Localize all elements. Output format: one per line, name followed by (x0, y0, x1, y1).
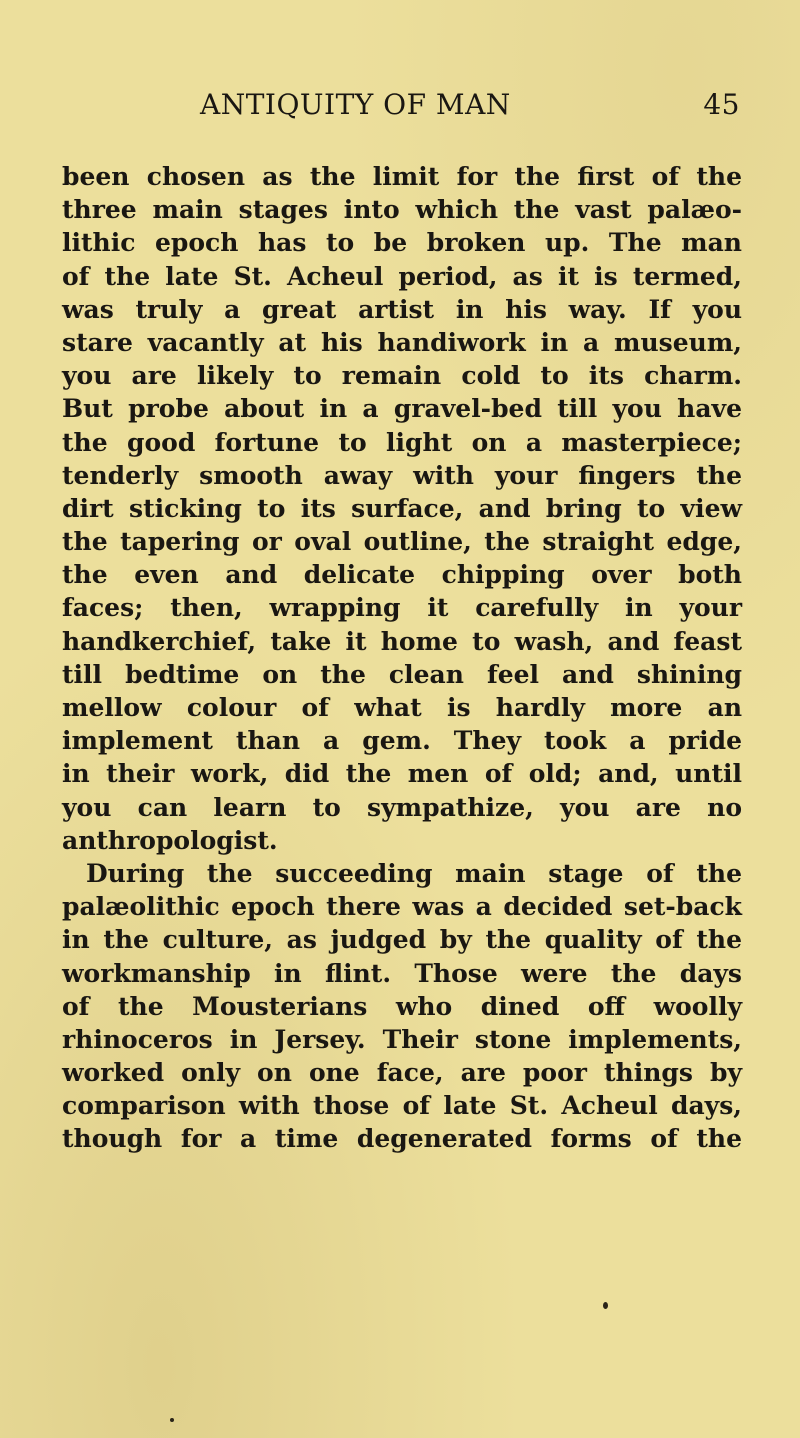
text-line: workmanship in flint. Those were the days (62, 958, 742, 988)
text-line: worked only on one face, are poor things by (62, 1058, 742, 1088)
text-line: the even and delicate chipping over both (62, 560, 742, 590)
running-title: ANTIQUITY OF MAN (200, 88, 511, 121)
text-line: tenderly smooth away with your fingers the (62, 460, 742, 490)
text-line: three main stages into which the vast palæo- (62, 195, 742, 225)
text-line: the good fortune to light on a masterpiece; (62, 427, 742, 457)
page-number: 45 (703, 88, 740, 121)
ink-speck (603, 1302, 608, 1309)
text-line: though for a time degenerated forms of the (62, 1124, 742, 1154)
text-line: handkerchief, take it home to wash, and feast (62, 626, 742, 656)
ink-speck (170, 1418, 174, 1422)
text-line: in their work, did the men of old; and, until (62, 759, 742, 789)
text-line: you are likely to remain cold to its charm. (62, 361, 742, 391)
text-line: till bedtime on the clean feel and shining (62, 659, 742, 689)
text-line: was truly a great artist in his way. If you (62, 294, 742, 324)
text-line: palæolithic epoch there was a decided set-back (62, 892, 742, 922)
text-line: anthropologist. (62, 825, 278, 855)
text-line: in the culture, as judged by the quality of the (62, 925, 742, 955)
running-head (200, 88, 740, 128)
text-line: the tapering or oval outline, the straight edge, (62, 527, 742, 557)
paragraph-1 (62, 160, 742, 857)
text-line: But probe about in a gravel-bed till you have (62, 394, 742, 424)
text-line: rhinoceros in Jersey. Their stone implements, (62, 1024, 742, 1054)
text-line: stare vacantly at his handiwork in a museum, (62, 327, 742, 357)
text-line: During the succeeding main stage of the (86, 858, 742, 888)
text-line: of the Mousterians who dined off woolly (62, 991, 742, 1021)
text-line: you can learn to sympathize, you are no (62, 792, 742, 822)
text-line: lithic epoch has to be broken up. The man (62, 228, 742, 258)
text-line: been chosen as the limit for the first of the (62, 162, 742, 191)
text-line: comparison with those of late St. Acheul days, (62, 1091, 742, 1121)
text-line: of the late St. Acheul period, as it is termed, (62, 261, 742, 291)
text-line: dirt sticking to its surface, and bring to view (62, 493, 742, 523)
text-line: mellow colour of what is hardly more an (62, 693, 742, 722)
text-line: faces; then, wrapping it carefully in your (62, 593, 742, 623)
text-line: implement than a gem. They took a pride (62, 726, 742, 756)
paragraph-2 (62, 857, 742, 1156)
body-text (62, 160, 742, 1156)
